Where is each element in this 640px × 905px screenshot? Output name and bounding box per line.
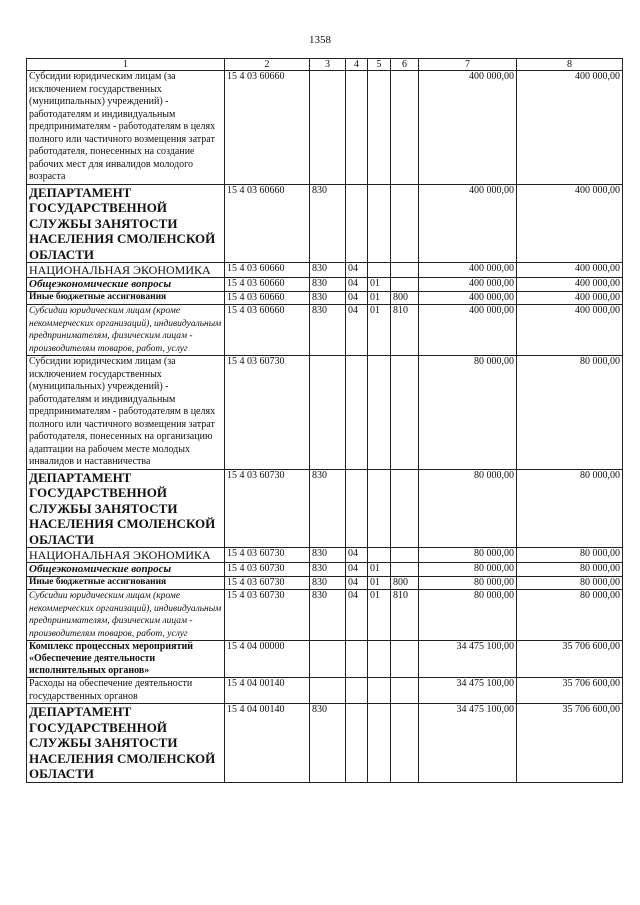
cell-subsection: 01 — [368, 278, 391, 292]
cell-target-code: 15 4 03 60660 — [225, 263, 310, 278]
cell-section — [346, 704, 368, 783]
cell-name: Расходы на обеспечение деятельности государственных органов — [27, 678, 225, 704]
cell-target-code: 15 4 03 60730 — [225, 356, 310, 470]
header-col-6: 6 — [391, 59, 419, 71]
cell-expense-type — [391, 469, 419, 548]
cell-amount-year-2: 400 000,00 — [517, 291, 623, 305]
cell-amount-year-2: 400 000,00 — [517, 263, 623, 278]
cell-dept-code — [310, 356, 346, 470]
cell-amount-year-1: 400 000,00 — [419, 305, 517, 356]
header-col-2: 2 — [225, 59, 310, 71]
cell-name: Комплекс процессных мероприятий «Обеспечение деятельности исполнительных органов» — [27, 641, 225, 678]
cell-amount-year-1: 80 000,00 — [419, 469, 517, 548]
cell-subsection: 01 — [368, 305, 391, 356]
cell-dept-code: 830 — [310, 469, 346, 548]
cell-name: Общеэкономические вопросы — [27, 278, 225, 292]
table-row — [27, 678, 623, 704]
cell-expense-type — [391, 641, 419, 678]
cell-section: 04 — [346, 263, 368, 278]
cell-name: Субсидии юридическим лицам (кроме некоммерческих организаций), индивидуальным предпринимателям, физическим лицам - производителям товаров, работ, услуг — [27, 590, 225, 641]
cell-section: 04 — [346, 291, 368, 305]
cell-dept-code: 830 — [310, 278, 346, 292]
cell-dept-code: 830 — [310, 291, 346, 305]
cell-subsection: 01 — [368, 563, 391, 577]
cell-section: 04 — [346, 548, 368, 563]
header-col-5: 5 — [368, 59, 391, 71]
cell-dept-code: 830 — [310, 590, 346, 641]
cell-amount-year-2: 400 000,00 — [517, 184, 623, 263]
cell-subsection — [368, 263, 391, 278]
cell-target-code: 15 4 03 60660 — [225, 305, 310, 356]
table-row — [27, 548, 623, 563]
table-row — [27, 576, 623, 590]
table-header-row — [27, 59, 623, 71]
cell-amount-year-1: 80 000,00 — [419, 590, 517, 641]
cell-section — [346, 678, 368, 704]
budget-table — [26, 58, 623, 783]
cell-name: ДЕПАРТАМЕНТ ГОСУДАРСТВЕННОЙ СЛУЖБЫ ЗАНЯТОСТИ НАСЕЛЕНИЯ СМОЛЕНСКОЙ ОБЛАСТИ — [27, 704, 225, 783]
cell-name: НАЦИОНАЛЬНАЯ ЭКОНОМИКА — [27, 548, 225, 563]
cell-amount-year-1: 400 000,00 — [419, 184, 517, 263]
cell-amount-year-1: 80 000,00 — [419, 548, 517, 563]
cell-target-code: 15 4 03 60730 — [225, 563, 310, 577]
cell-amount-year-2: 35 706 600,00 — [517, 641, 623, 678]
cell-amount-year-2: 400 000,00 — [517, 305, 623, 356]
cell-target-code: 15 4 03 60660 — [225, 184, 310, 263]
cell-expense-type — [391, 263, 419, 278]
cell-target-code: 15 4 03 60730 — [225, 590, 310, 641]
cell-target-code: 15 4 03 60730 — [225, 469, 310, 548]
cell-expense-type — [391, 563, 419, 577]
cell-expense-type — [391, 184, 419, 263]
table-row — [27, 305, 623, 356]
cell-section: 04 — [346, 590, 368, 641]
cell-section: 04 — [346, 563, 368, 577]
table-row — [27, 184, 623, 263]
cell-amount-year-1: 80 000,00 — [419, 356, 517, 470]
header-col-1: 1 — [27, 59, 225, 71]
cell-expense-type — [391, 356, 419, 470]
cell-target-code: 15 4 03 60730 — [225, 548, 310, 563]
cell-target-code: 15 4 03 60730 — [225, 576, 310, 590]
table-row — [27, 641, 623, 678]
cell-target-code: 15 4 04 00000 — [225, 641, 310, 678]
cell-name: Иные бюджетные ассигнования — [27, 291, 225, 305]
cell-section — [346, 469, 368, 548]
cell-section: 04 — [346, 576, 368, 590]
cell-subsection — [368, 704, 391, 783]
cell-subsection — [368, 548, 391, 563]
cell-expense-type — [391, 704, 419, 783]
table-row — [27, 590, 623, 641]
cell-dept-code — [310, 678, 346, 704]
cell-expense-type — [391, 278, 419, 292]
cell-name: Субсидии юридическим лицам (за исключением государственных (муниципальных) учреждений) - работодателям и индивидуальным предпринимателям - работодателям в целях полного или частичного возмещения затрат работодателя, понесенных на создание рабочих мест для инвалидов молодого возраста — [27, 71, 225, 185]
cell-expense-type: 810 — [391, 305, 419, 356]
cell-section — [346, 641, 368, 678]
page-number: 1358 — [309, 34, 331, 46]
cell-section — [346, 184, 368, 263]
cell-dept-code: 830 — [310, 305, 346, 356]
cell-amount-year-1: 80 000,00 — [419, 563, 517, 577]
cell-amount-year-2: 35 706 600,00 — [517, 704, 623, 783]
cell-subsection — [368, 678, 391, 704]
cell-dept-code: 830 — [310, 563, 346, 577]
header-col-4: 4 — [346, 59, 368, 71]
cell-amount-year-1: 400 000,00 — [419, 291, 517, 305]
cell-subsection: 01 — [368, 291, 391, 305]
cell-target-code: 15 4 04 00140 — [225, 704, 310, 783]
cell-expense-type: 800 — [391, 576, 419, 590]
cell-name: Общеэкономические вопросы — [27, 563, 225, 577]
cell-name: НАЦИОНАЛЬНАЯ ЭКОНОМИКА — [27, 263, 225, 278]
cell-amount-year-2: 80 000,00 — [517, 576, 623, 590]
cell-dept-code: 830 — [310, 576, 346, 590]
cell-subsection: 01 — [368, 590, 391, 641]
header-col-3: 3 — [310, 59, 346, 71]
table-row — [27, 356, 623, 470]
table-row — [27, 263, 623, 278]
table-row — [27, 563, 623, 577]
cell-dept-code: 830 — [310, 184, 346, 263]
cell-amount-year-1: 400 000,00 — [419, 263, 517, 278]
cell-expense-type: 810 — [391, 590, 419, 641]
cell-target-code: 15 4 03 60660 — [225, 278, 310, 292]
cell-amount-year-2: 80 000,00 — [517, 590, 623, 641]
cell-subsection — [368, 184, 391, 263]
cell-amount-year-2: 80 000,00 — [517, 356, 623, 470]
cell-expense-type — [391, 548, 419, 563]
cell-amount-year-1: 34 475 100,00 — [419, 704, 517, 783]
cell-target-code: 15 4 03 60660 — [225, 291, 310, 305]
cell-subsection — [368, 356, 391, 470]
cell-section — [346, 356, 368, 470]
cell-amount-year-2: 400 000,00 — [517, 278, 623, 292]
cell-subsection: 01 — [368, 576, 391, 590]
cell-dept-code: 830 — [310, 263, 346, 278]
cell-amount-year-2: 80 000,00 — [517, 563, 623, 577]
table-body — [27, 71, 623, 783]
cell-name: Субсидии юридическим лицам (за исключением государственных (муниципальных) учреждений) - работодателям и индивидуальным предпринимателям - работодателям в целях полного или частичного возмещения затрат работодателя, понесенных на организацию адаптации на рабочем месте молодых инвалидов и наставничества — [27, 356, 225, 470]
cell-amount-year-1: 34 475 100,00 — [419, 678, 517, 704]
cell-subsection — [368, 71, 391, 185]
cell-section: 04 — [346, 278, 368, 292]
cell-amount-year-1: 34 475 100,00 — [419, 641, 517, 678]
cell-amount-year-1: 400 000,00 — [419, 71, 517, 185]
cell-section — [346, 71, 368, 185]
cell-name: Иные бюджетные ассигнования — [27, 576, 225, 590]
cell-dept-code: 830 — [310, 704, 346, 783]
cell-amount-year-2: 400 000,00 — [517, 71, 623, 185]
table-row — [27, 704, 623, 783]
cell-section: 04 — [346, 305, 368, 356]
cell-amount-year-1: 80 000,00 — [419, 576, 517, 590]
cell-name: ДЕПАРТАМЕНТ ГОСУДАРСТВЕННОЙ СЛУЖБЫ ЗАНЯТОСТИ НАСЕЛЕНИЯ СМОЛЕНСКОЙ ОБЛАСТИ — [27, 184, 225, 263]
cell-subsection — [368, 469, 391, 548]
cell-target-code: 15 4 03 60660 — [225, 71, 310, 185]
cell-target-code: 15 4 04 00140 — [225, 678, 310, 704]
table-row — [27, 278, 623, 292]
cell-subsection — [368, 641, 391, 678]
cell-expense-type — [391, 71, 419, 185]
table-row — [27, 291, 623, 305]
cell-amount-year-2: 80 000,00 — [517, 469, 623, 548]
cell-amount-year-2: 80 000,00 — [517, 548, 623, 563]
cell-amount-year-2: 35 706 600,00 — [517, 678, 623, 704]
table-row — [27, 71, 623, 185]
cell-amount-year-1: 400 000,00 — [419, 278, 517, 292]
cell-dept-code: 830 — [310, 548, 346, 563]
cell-dept-code — [310, 641, 346, 678]
cell-dept-code — [310, 71, 346, 185]
header-col-7: 7 — [419, 59, 517, 71]
cell-name: ДЕПАРТАМЕНТ ГОСУДАРСТВЕННОЙ СЛУЖБЫ ЗАНЯТОСТИ НАСЕЛЕНИЯ СМОЛЕНСКОЙ ОБЛАСТИ — [27, 469, 225, 548]
table-row — [27, 469, 623, 548]
cell-expense-type: 800 — [391, 291, 419, 305]
cell-name: Субсидии юридическим лицам (кроме некоммерческих организаций), индивидуальным предпринимателям, физическим лицам - производителям товаров, работ, услуг — [27, 305, 225, 356]
cell-expense-type — [391, 678, 419, 704]
header-col-8: 8 — [517, 59, 623, 71]
